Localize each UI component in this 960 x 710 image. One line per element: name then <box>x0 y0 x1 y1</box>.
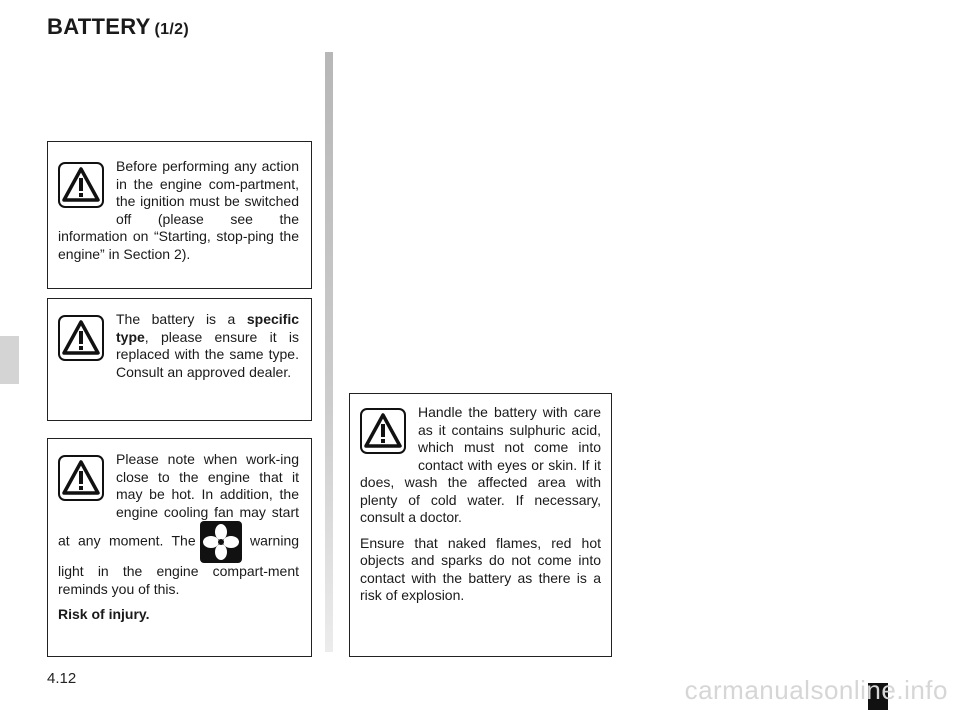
page-number: 4.12 <box>47 670 77 687</box>
warning-triangle-icon <box>58 455 104 501</box>
warning-text: Before performing any action in the engine com-partment, the ignition must be switched off (please see the information on “Starting, stop-ping the engine” in Section 2). <box>58 158 299 262</box>
warning-triangle-icon <box>58 315 104 361</box>
column-divider <box>325 52 333 652</box>
title-part: (1/2) <box>154 21 189 38</box>
text-bold: specific type <box>116 311 299 345</box>
warning-triangle-icon <box>360 408 406 454</box>
warning-text-acid: Handle the battery with care as it contains sulphuric acid, which must not come into contact with eyes or skin. If it does, wash the affected area with plenty of cold water. If necessary, consult a doctor. <box>360 404 601 525</box>
warning-hot-engine <box>47 438 312 657</box>
page-title <box>47 14 189 40</box>
warning-text-explosion: Ensure that naked flames, red hot objects and sparks do not come into contact with the battery as there is a risk of explosion. <box>360 534 601 603</box>
risk-text: Risk of injury. <box>58 606 150 622</box>
title-text: BATTERY <box>47 14 151 39</box>
warning-specific-type <box>47 298 312 421</box>
warning-triangle-icon <box>58 162 104 208</box>
warning-engine-off <box>47 141 312 289</box>
warning-acid <box>349 393 612 657</box>
section-tab <box>0 336 19 384</box>
text-after: , please ensure it is replaced with the same type. Consult an approved dealer. <box>116 328 299 380</box>
cooling-fan-icon <box>200 521 242 563</box>
text-before: The battery is a <box>116 311 247 327</box>
watermark: carmanualsonline.info <box>684 675 948 705</box>
text-part-2: warning light in the engine compart-ment reminds you of this. <box>58 532 300 597</box>
risk-emphasis <box>58 606 299 624</box>
text-part-1: Please note when work-ing close to the engine that it may be hot. In addition, the engine cooling fan may start at any moment. The <box>58 451 299 549</box>
